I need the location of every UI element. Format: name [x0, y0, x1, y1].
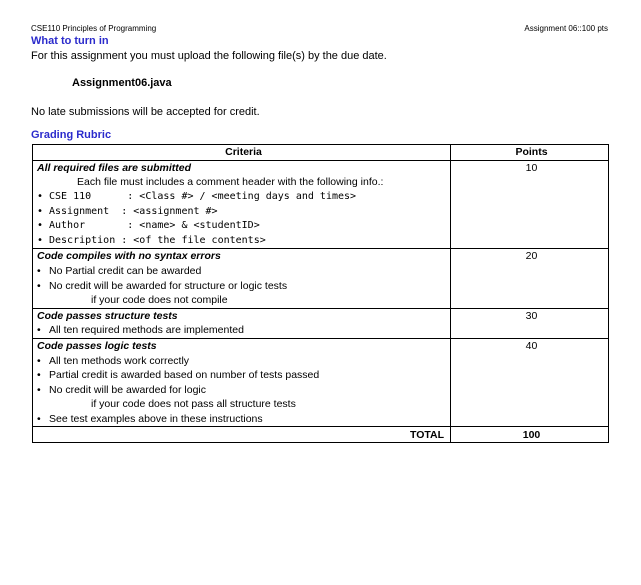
rubric-detail-row [33, 412, 609, 427]
turn-in-heading: What to turn in [31, 35, 109, 47]
total-label: TOTAL [33, 427, 451, 443]
rubric-detail-row [33, 264, 609, 279]
section-points: 20 [451, 249, 609, 264]
grading-rubric-table [32, 144, 609, 443]
criteria-column-header: Criteria [33, 145, 451, 161]
assignment-header: Assignment 06::100 pts [524, 24, 608, 33]
detail-text: if your code does not compile [33, 293, 451, 308]
list-item: • All ten methods work correctly [33, 353, 451, 368]
rubric-detail-row [33, 278, 609, 293]
rubric-detail-row [33, 234, 609, 249]
rubric-heading: Grading Rubric [31, 129, 112, 141]
detail-text: if your code does not pass all structure tests [33, 397, 451, 412]
section-title: Code compiles with no syntax errors [33, 249, 451, 264]
rubric-section-row [33, 160, 609, 175]
rubric-detail-row [33, 219, 609, 234]
list-item: • Author : <name> & <studentID> [33, 219, 451, 234]
course-header: CSE110 Principles of Programming [31, 24, 157, 33]
detail-text: Each file must includes a comment header with the following info.: [33, 175, 451, 190]
rubric-total-row [33, 427, 609, 443]
rubric-detail-row [33, 175, 609, 190]
total-points: 100 [451, 427, 609, 443]
section-points: 10 [451, 160, 609, 175]
turn-in-instruction: For this assignment you must upload the following file(s) by the due date. [31, 50, 387, 62]
bullet-icon: • [37, 220, 44, 232]
bullet-icon: • [37, 191, 44, 203]
bullet-icon: • [37, 412, 41, 425]
bullet-icon: • [37, 265, 41, 278]
section-title: Code passes logic tests [33, 338, 451, 353]
rubric-detail-row [33, 383, 609, 398]
list-item: • Description : <of the file contents> [33, 234, 451, 249]
rubric-section-row [33, 249, 609, 264]
rubric-header-row [33, 145, 609, 161]
rubric-detail-row [33, 323, 609, 338]
list-item: • No credit will be awarded for structure or logic tests [33, 278, 451, 293]
list-item: • No credit will be awarded for logic [33, 383, 451, 398]
list-item: • All ten required methods are implemented [33, 323, 451, 338]
list-item: • Partial credit is awarded based on number of tests passed [33, 368, 451, 383]
bullet-icon: • [37, 234, 44, 246]
bullet-icon: • [37, 369, 41, 382]
late-policy: No late submissions will be accepted for credit. [31, 106, 260, 118]
required-file-name: Assignment06.java [72, 77, 172, 89]
list-item: • Assignment : <assignment #> [33, 204, 451, 219]
rubric-detail-row [33, 397, 609, 412]
points-column-header: Points [451, 145, 609, 161]
rubric-detail-row [33, 204, 609, 219]
bullet-icon: • [37, 279, 41, 292]
rubric-detail-row [33, 293, 609, 308]
bullet-icon: • [37, 354, 41, 367]
list-item: • See test examples above in these instructions [33, 412, 451, 427]
rubric-detail-row [33, 190, 609, 205]
bullet-icon: • [37, 383, 41, 396]
bullet-icon: • [37, 324, 41, 337]
section-title: Code passes structure tests [33, 308, 451, 323]
rubric-section-row [33, 338, 609, 353]
section-points: 40 [451, 338, 609, 353]
bullet-icon: • [37, 205, 44, 217]
list-item: • CSE 110 : <Class #> / <meeting days and times> [33, 190, 451, 205]
rubric-detail-row [33, 368, 609, 383]
rubric-detail-row [33, 353, 609, 368]
section-title: All required files are submitted [33, 160, 451, 175]
list-item: • No Partial credit can be awarded [33, 264, 451, 279]
rubric-section-row [33, 308, 609, 323]
section-points: 30 [451, 308, 609, 323]
